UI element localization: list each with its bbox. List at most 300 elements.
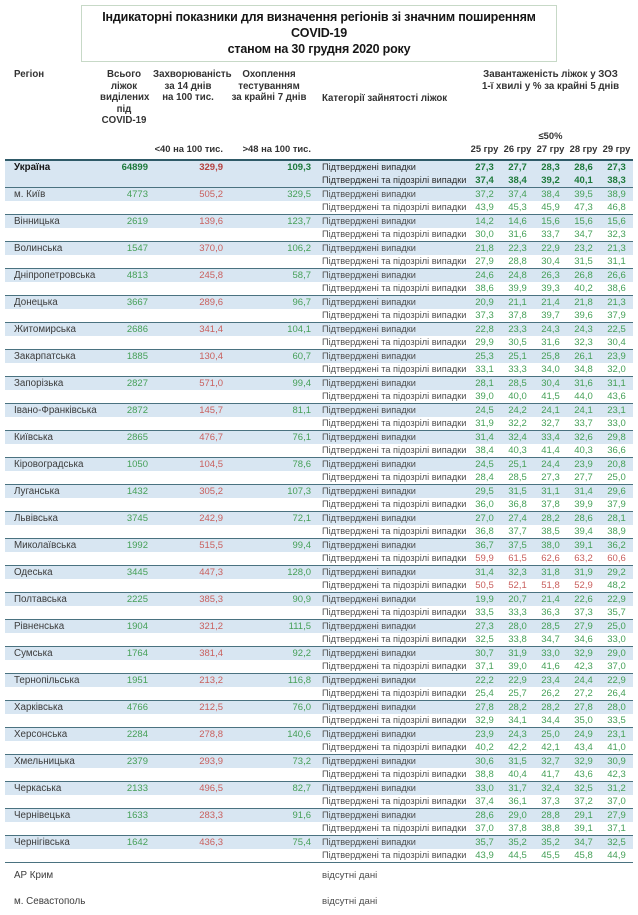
testing-value-cell: 109,3 <box>287 161 311 173</box>
no-data-row <box>5 889 633 915</box>
region-block <box>5 485 633 512</box>
threshold-and-dates-row <box>5 141 633 157</box>
table-row <box>5 188 633 201</box>
occupancy-value-cell: 21,3 <box>607 242 626 254</box>
region-name-cell: м. Севастополь <box>14 896 86 907</box>
occupancy-value-cell: 22,9 <box>607 593 626 605</box>
beds-value-cell: 1432 <box>126 485 148 497</box>
occupancy-value-cell: 37,8 <box>541 498 560 510</box>
occupancy-value-cell: 44,9 <box>607 849 626 861</box>
incidence-value-cell: 130,4 <box>199 350 223 362</box>
beds-value-cell: 2872 <box>126 404 148 416</box>
occupancy-value-cell: 24,1 <box>541 404 560 416</box>
occupancy-value-cell: 36,2 <box>607 539 626 551</box>
occupancy-value-cell: 29,0 <box>607 647 626 659</box>
category-label-cell: Підтверджені випадки <box>322 755 416 766</box>
incidence-value-cell: 289,6 <box>199 296 223 308</box>
region-name-cell: Одеська <box>14 566 53 578</box>
occupancy-value-cell: 35,7 <box>607 606 626 618</box>
occupancy-value-cell: 15,6 <box>574 215 593 227</box>
category-label-cell: Підтверджені випадки <box>322 647 416 658</box>
incidence-value-cell: 447,3 <box>199 566 223 578</box>
occupancy-value-cell: 32,3 <box>508 566 527 578</box>
region-block <box>5 674 633 701</box>
table-row <box>5 390 633 403</box>
occupancy-value-cell: 33,8 <box>508 633 527 645</box>
category-label-cell: Підтверджені випадки <box>322 377 416 388</box>
occupancy-value-cell: 37,7 <box>508 525 527 537</box>
beds-value-cell: 1951 <box>126 674 148 686</box>
incidence-value-cell: 139,6 <box>199 215 223 227</box>
occupancy-value-cell: 39,2 <box>541 174 560 186</box>
occupancy-value-cell: 19,9 <box>475 593 494 605</box>
region-block <box>5 593 633 620</box>
region-name-cell: Рівненська <box>14 620 65 632</box>
category-label-cell: Підтверджені та підозрілі випадки <box>322 795 467 806</box>
occupancy-value-cell: 38,8 <box>541 822 560 834</box>
occupancy-value-cell: 14,6 <box>508 215 527 227</box>
region-name-cell: Полтавська <box>14 593 67 605</box>
occupancy-value-cell: 27,3 <box>607 161 626 173</box>
category-label-cell: Підтверджені та підозрілі випадки <box>322 552 467 563</box>
occupancy-value-cell: 32,4 <box>541 782 560 794</box>
category-label-cell: Підтверджені випадки <box>322 836 416 847</box>
beds-value-cell: 4766 <box>126 701 148 713</box>
table-row <box>5 674 633 687</box>
region-block <box>5 809 633 836</box>
occupancy-value-cell: 26,4 <box>607 687 626 699</box>
occupancy-value-cell: 25,0 <box>541 728 560 740</box>
incidence-value-cell: 496,5 <box>199 782 223 794</box>
table-row <box>5 161 633 174</box>
category-label-cell: Підтверджені та підозрілі випадки <box>322 687 467 698</box>
occupancy-value-cell: 27,9 <box>574 620 593 632</box>
table-row <box>5 242 633 255</box>
testing-value-cell: 99,4 <box>292 377 311 389</box>
category-label-cell: Підтверджені та підозрілі випадки <box>322 741 467 752</box>
testing-value-cell: 128,0 <box>287 566 311 578</box>
occupancy-value-cell: 39,5 <box>574 188 593 200</box>
table-row <box>5 606 633 619</box>
category-label-cell: Підтверджені та підозрілі випадки <box>322 444 467 455</box>
beds-value-cell: 2225 <box>126 593 148 605</box>
region-block <box>5 566 633 593</box>
category-label-cell: Підтверджені та підозрілі випадки <box>322 174 467 185</box>
occupancy-value-cell: 24,8 <box>508 269 527 281</box>
occupancy-value-cell: 37,5 <box>508 539 527 551</box>
occupancy-value-cell: 15,6 <box>541 215 560 227</box>
testing-value-cell: 329,5 <box>287 188 311 200</box>
occupancy-value-cell: 28,6 <box>574 161 593 173</box>
occupancy-threshold-row <box>5 127 633 141</box>
occupancy-value-cell: 27,7 <box>508 161 527 173</box>
occupancy-value-cell: 40,1 <box>574 174 593 186</box>
table-row <box>5 714 633 727</box>
incidence-value-cell: 104,5 <box>199 458 223 470</box>
category-label-cell: Підтверджені та підозрілі випадки <box>322 390 467 401</box>
occupancy-value-cell: 36,0 <box>475 498 494 510</box>
region-name-cell: Україна <box>14 161 51 173</box>
category-label-cell: Підтверджені та підозрілі випадки <box>322 498 467 509</box>
table-row <box>5 444 633 457</box>
table-row <box>5 282 633 295</box>
occupancy-threshold-label: ≤50% <box>538 129 563 141</box>
column-header-category: Категорії зайнятості ліжок <box>322 93 448 104</box>
occupancy-value-cell: 28,0 <box>508 620 527 632</box>
region-block <box>5 755 633 782</box>
occupancy-value-cell: 27,4 <box>508 512 527 524</box>
table-row <box>5 431 633 444</box>
region-name-cell: Харківська <box>14 701 63 713</box>
table-row <box>5 336 633 349</box>
occupancy-value-cell: 31,1 <box>607 255 626 267</box>
occupancy-value-cell: 39,3 <box>541 282 560 294</box>
region-name-cell: Житомирська <box>14 323 76 335</box>
occupancy-value-cell: 32,4 <box>508 431 527 443</box>
occupancy-value-cell: 24,3 <box>508 728 527 740</box>
category-label-cell: Підтверджені та підозрілі випадки <box>322 768 467 779</box>
occupancy-value-cell: 38,4 <box>541 188 560 200</box>
occupancy-value-cell: 32,7 <box>541 417 560 429</box>
category-label-cell: Підтверджені випадки <box>322 296 416 307</box>
occupancy-value-cell: 25,1 <box>508 458 527 470</box>
incidence-value-cell: 505,2 <box>199 188 223 200</box>
occupancy-value-cell: 40,4 <box>508 768 527 780</box>
occupancy-value-cell: 28,5 <box>541 620 560 632</box>
category-label-cell: Підтверджені випадки <box>322 458 416 469</box>
occupancy-value-cell: 43,9 <box>475 849 494 861</box>
occupancy-value-cell: 38,6 <box>475 282 494 294</box>
occupancy-value-cell: 43,9 <box>475 201 494 213</box>
occupancy-value-cell: 28,0 <box>607 701 626 713</box>
region-name-cell: Сумська <box>14 647 53 659</box>
region-name-cell: АР Крим <box>14 870 54 881</box>
occupancy-value-cell: 22,9 <box>541 242 560 254</box>
beds-value-cell: 3745 <box>126 512 148 524</box>
occupancy-value-cell: 31,4 <box>475 566 494 578</box>
category-label-cell: Підтверджені випадки <box>322 485 416 496</box>
testing-value-cell: 90,9 <box>292 593 311 605</box>
beds-value-cell: 3445 <box>126 566 148 578</box>
table-row <box>5 836 633 849</box>
testing-value-cell: 91,6 <box>292 809 311 821</box>
category-label-cell: Підтверджені випадки <box>322 188 416 199</box>
occupancy-value-cell: 31,5 <box>574 255 593 267</box>
region-block <box>5 296 633 323</box>
occupancy-value-cell: 33,5 <box>475 606 494 618</box>
occupancy-value-cell: 39,1 <box>574 822 593 834</box>
occupancy-value-cell: 35,0 <box>574 714 593 726</box>
occupancy-value-cell: 34,0 <box>541 363 560 375</box>
occupancy-value-cell: 37,4 <box>475 174 494 186</box>
incidence-value-cell: 329,9 <box>199 161 223 173</box>
occupancy-value-cell: 48,2 <box>607 579 626 591</box>
occupancy-value-cell: 37,1 <box>475 660 494 672</box>
occupancy-value-cell: 43,6 <box>607 390 626 402</box>
category-label-cell: Підтверджені та підозрілі випадки <box>322 363 467 374</box>
region-name-cell: Івано-Франківська <box>14 404 97 416</box>
occupancy-value-cell: 26,6 <box>607 269 626 281</box>
occupancy-value-cell: 30,5 <box>508 336 527 348</box>
date-header: 28 гру <box>569 143 598 154</box>
occupancy-value-cell: 29,6 <box>607 485 626 497</box>
category-label-cell: Підтверджені та підозрілі випадки <box>322 336 467 347</box>
occupancy-value-cell: 35,2 <box>508 836 527 848</box>
occupancy-value-cell: 34,7 <box>574 836 593 848</box>
occupancy-value-cell: 37,9 <box>607 309 626 321</box>
table-row <box>5 552 633 565</box>
table-row <box>5 687 633 700</box>
occupancy-value-cell: 42,3 <box>607 768 626 780</box>
incidence-value-cell: 321,2 <box>199 620 223 632</box>
occupancy-value-cell: 40,2 <box>574 282 593 294</box>
category-label-cell: Підтверджені випадки <box>322 620 416 631</box>
category-label-cell: Підтверджені та підозрілі випадки <box>322 633 467 644</box>
region-block <box>5 701 633 728</box>
region-name-cell: Кіровоградська <box>14 458 84 470</box>
table-row <box>5 215 633 228</box>
occupancy-value-cell: 25,3 <box>475 350 494 362</box>
occupancy-value-cell: 27,8 <box>574 701 593 713</box>
report-page <box>0 5 638 907</box>
region-block <box>5 512 633 539</box>
report-title-line-2: станом на 30 грудня 2020 року <box>227 42 411 56</box>
occupancy-value-cell: 45,3 <box>508 201 527 213</box>
column-header-incidence: Захворюваність за 14 днів на 100 тис. <box>153 69 232 103</box>
region-name-cell: Черкаська <box>14 782 62 794</box>
beds-value-cell: 4813 <box>126 269 148 281</box>
occupancy-value-cell: 34,8 <box>574 363 593 375</box>
occupancy-value-cell: 23,9 <box>574 458 593 470</box>
occupancy-value-cell: 52,9 <box>574 579 593 591</box>
table-row <box>5 660 633 673</box>
category-label-cell: Підтверджені випадки <box>322 809 416 820</box>
incidence-value-cell: 476,7 <box>199 431 223 443</box>
occupancy-value-cell: 28,1 <box>475 377 494 389</box>
occupancy-value-cell: 23,1 <box>607 404 626 416</box>
table-row <box>5 755 633 768</box>
occupancy-value-cell: 36,7 <box>475 539 494 551</box>
occupancy-value-cell: 24,5 <box>475 458 494 470</box>
occupancy-value-cell: 37,2 <box>475 188 494 200</box>
occupancy-value-cell: 26,2 <box>541 687 560 699</box>
occupancy-value-cell: 40,2 <box>475 741 494 753</box>
table-row <box>5 728 633 741</box>
testing-value-cell: 106,2 <box>287 242 311 254</box>
testing-value-cell: 81,1 <box>292 404 311 416</box>
occupancy-value-cell: 26,8 <box>574 269 593 281</box>
table-row <box>5 417 633 430</box>
testing-value-cell: 92,2 <box>292 647 311 659</box>
table-row <box>5 363 633 376</box>
date-header: 29 гру <box>602 143 631 154</box>
region-name-cell: Донецька <box>14 296 58 308</box>
occupancy-value-cell: 39,4 <box>574 525 593 537</box>
beds-value-cell: 1547 <box>126 242 148 254</box>
occupancy-value-cell: 31,9 <box>574 566 593 578</box>
occupancy-value-cell: 21,1 <box>508 296 527 308</box>
table-row <box>5 620 633 633</box>
category-label-cell: Підтверджені випадки <box>322 269 416 280</box>
testing-value-cell: 58,7 <box>292 269 311 281</box>
occupancy-value-cell: 36,6 <box>607 444 626 456</box>
column-header-beds: Всього ліжок виділених під COVID-19 <box>100 69 150 126</box>
table-row <box>5 350 633 363</box>
occupancy-value-cell: 32,3 <box>607 228 626 240</box>
beds-value-cell: 2133 <box>126 782 148 794</box>
occupancy-value-cell: 38,3 <box>607 174 626 186</box>
region-name-cell: Вінницька <box>14 215 60 227</box>
occupancy-value-cell: 27,9 <box>475 255 494 267</box>
occupancy-value-cell: 21,3 <box>607 296 626 308</box>
table-row <box>5 458 633 471</box>
incidence-value-cell: 278,8 <box>199 728 223 740</box>
occupancy-value-cell: 40,0 <box>508 390 527 402</box>
incidence-value-cell: 370,0 <box>199 242 223 254</box>
occupancy-value-cell: 32,5 <box>607 836 626 848</box>
table-row <box>5 539 633 552</box>
occupancy-value-cell: 21,8 <box>475 242 494 254</box>
occupancy-value-cell: 24,4 <box>541 458 560 470</box>
region-name-cell: Чернівецька <box>14 809 71 821</box>
region-name-cell: Миколаївська <box>14 539 77 551</box>
occupancy-value-cell: 44,0 <box>574 390 593 402</box>
table-row <box>5 512 633 525</box>
category-label-cell: Підтверджені випадки <box>322 161 416 172</box>
occupancy-value-cell: 31,7 <box>508 782 527 794</box>
occupancy-value-cell: 33,0 <box>541 647 560 659</box>
region-block <box>5 323 633 350</box>
category-label-cell: Підтверджені випадки <box>322 350 416 361</box>
region-name-cell: Закарпатська <box>14 350 76 362</box>
occupancy-value-cell: 24,2 <box>508 404 527 416</box>
occupancy-value-cell: 23,2 <box>574 242 593 254</box>
region-block <box>5 836 633 863</box>
occupancy-value-cell: 20,9 <box>475 296 494 308</box>
beds-value-cell: 2284 <box>126 728 148 740</box>
occupancy-value-cell: 28,5 <box>508 377 527 389</box>
testing-value-cell: 60,7 <box>292 350 311 362</box>
occupancy-value-cell: 24,9 <box>574 728 593 740</box>
category-label-cell: Підтверджені та підозрілі випадки <box>322 606 467 617</box>
beds-value-cell: 2865 <box>126 431 148 443</box>
occupancy-value-cell: 37,8 <box>508 822 527 834</box>
occupancy-value-cell: 39,6 <box>574 309 593 321</box>
no-data-label-cell: відсутні дані <box>322 870 378 881</box>
beds-value-cell: 3667 <box>126 296 148 308</box>
table-row <box>5 566 633 579</box>
table-row <box>5 809 633 822</box>
occupancy-value-cell: 27,3 <box>541 471 560 483</box>
table-row <box>5 404 633 417</box>
occupancy-value-cell: 25,8 <box>541 350 560 362</box>
occupancy-value-cell: 28,2 <box>541 701 560 713</box>
region-block <box>5 350 633 377</box>
category-label-cell: Підтверджені випадки <box>322 215 416 226</box>
occupancy-value-cell: 36,1 <box>508 795 527 807</box>
table-row <box>5 228 633 241</box>
occupancy-value-cell: 32,9 <box>574 647 593 659</box>
occupancy-value-cell: 32,9 <box>475 714 494 726</box>
occupancy-value-cell: 29,2 <box>607 566 626 578</box>
table-row <box>5 498 633 511</box>
table-row <box>5 741 633 754</box>
category-label-cell: Підтверджені випадки <box>322 431 416 442</box>
occupancy-value-cell: 30,4 <box>541 377 560 389</box>
occupancy-value-cell: 39,9 <box>574 498 593 510</box>
occupancy-value-cell: 20,7 <box>508 593 527 605</box>
occupancy-value-cell: 34,7 <box>574 228 593 240</box>
occupancy-value-cell: 26,3 <box>541 269 560 281</box>
occupancy-value-cell: 38,9 <box>607 188 626 200</box>
testing-value-cell: 76,0 <box>292 701 311 713</box>
occupancy-value-cell: 39,7 <box>541 309 560 321</box>
occupancy-value-cell: 24,4 <box>574 674 593 686</box>
occupancy-value-cell: 28,4 <box>475 471 494 483</box>
table-row <box>5 647 633 660</box>
region-block <box>5 377 633 404</box>
beds-value-cell: 1885 <box>126 350 148 362</box>
occupancy-value-cell: 32,6 <box>574 431 593 443</box>
occupancy-value-cell: 33,3 <box>508 606 527 618</box>
occupancy-value-cell: 40,3 <box>508 444 527 456</box>
category-label-cell: Підтверджені випадки <box>322 323 416 334</box>
region-block <box>5 161 633 188</box>
occupancy-value-cell: 31,1 <box>607 377 626 389</box>
occupancy-value-cell: 33,4 <box>541 431 560 443</box>
occupancy-value-cell: 28,1 <box>607 512 626 524</box>
testing-value-cell: 96,7 <box>292 296 311 308</box>
table-row <box>5 269 633 282</box>
table-row <box>5 174 633 187</box>
occupancy-value-cell: 44,5 <box>508 849 527 861</box>
region-name-cell: Хмельницька <box>14 755 75 767</box>
testing-value-cell: 111,5 <box>288 620 311 632</box>
occupancy-value-cell: 32,5 <box>475 633 494 645</box>
testing-value-cell: 107,3 <box>287 485 311 497</box>
testing-value-cell: 116,8 <box>287 674 311 686</box>
beds-value-cell: 2619 <box>126 215 148 227</box>
indicators-table <box>5 69 633 915</box>
occupancy-value-cell: 38,5 <box>541 525 560 537</box>
category-label-cell: Підтверджені та підозрілі випадки <box>322 849 467 860</box>
table-row <box>5 579 633 592</box>
column-header-occupancy: Завантаженість ліжок у ЗОЗ 1-ї хвилі у % за крайні 5 днів <box>481 69 620 92</box>
table-row <box>5 633 633 646</box>
occupancy-value-cell: 36,8 <box>475 525 494 537</box>
occupancy-value-cell: 31,5 <box>508 755 527 767</box>
beds-value-cell: 1764 <box>126 647 148 659</box>
region-name-cell: Чернігівська <box>14 836 70 848</box>
table-row <box>5 296 633 309</box>
occupancy-value-cell: 35,7 <box>475 836 494 848</box>
category-label-cell: Підтверджені та підозрілі випадки <box>322 228 467 239</box>
incidence-value-cell: 305,2 <box>199 485 223 497</box>
occupancy-value-cell: 24,3 <box>541 323 560 335</box>
occupancy-value-cell: 37,8 <box>508 309 527 321</box>
beds-value-cell: 1050 <box>126 458 148 470</box>
occupancy-value-cell: 24,6 <box>475 269 494 281</box>
occupancy-value-cell: 23,1 <box>607 728 626 740</box>
occupancy-value-cell: 47,3 <box>574 201 593 213</box>
incidence-value-cell: 293,9 <box>199 755 223 767</box>
occupancy-value-cell: 21,8 <box>574 296 593 308</box>
occupancy-value-cell: 38,4 <box>508 174 527 186</box>
testing-value-cell: 99,4 <box>292 539 311 551</box>
occupancy-value-cell: 38,9 <box>607 525 626 537</box>
occupancy-value-cell: 27,0 <box>475 512 494 524</box>
category-label-cell: Підтверджені випадки <box>322 566 416 577</box>
